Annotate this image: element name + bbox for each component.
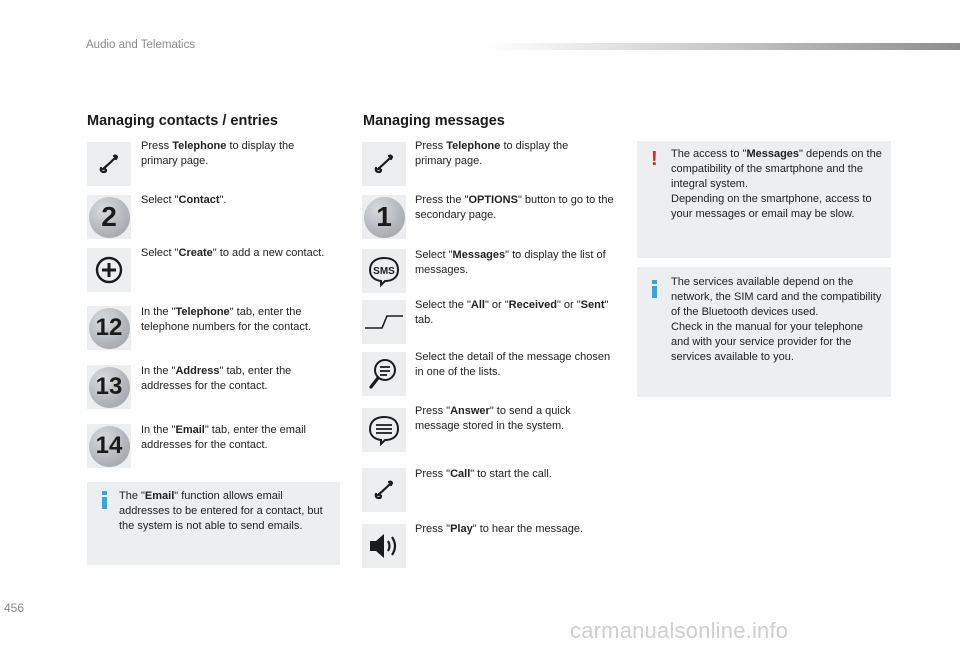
page-number: 456 xyxy=(4,601,25,615)
step-number-2: 2 xyxy=(87,195,131,239)
step-number-14: 14 xyxy=(87,424,131,468)
messages-step-7-text: Press "Call" to start the call. xyxy=(415,468,552,480)
step-number-12: 12 xyxy=(87,306,131,350)
messages-step-6-text: Press "Answer" to send a quick message stored in the system. xyxy=(415,405,571,432)
header-title: Audio and Telematics xyxy=(86,39,196,51)
contacts-step-1-text: Press Telephone to display the primary page. xyxy=(141,140,295,167)
email-note-text: The "Email" function allows email addresses to be entered for a contact, but the system is not able to send emails. xyxy=(119,490,323,532)
watermark: carmanualsonline.info xyxy=(570,618,789,643)
contacts-step-6-text: In the "Email" tab, enter the email addresses for the contact. xyxy=(141,424,306,451)
info-icon xyxy=(102,491,107,511)
info-note-text: The services available depend on the network, the SIM card and the compatibility of the Bluetooth devices used. Check in the manual for your telephone and with your service provider for the services available to you. xyxy=(671,276,882,363)
phone-handset-icon xyxy=(362,142,406,186)
messages-step-3-text: Select "Messages" to display the list of messages. xyxy=(415,249,606,276)
messages-step-4-text: Select the "All" or "Received" or "Sent" tab. xyxy=(415,299,609,326)
warning-note-text: The access to "Messages" depends on the compatibility of the smartphone and the integral system. Depending on the smartphone, access to your messages or email may be slow. xyxy=(671,148,882,220)
contacts-section-title: Managing contacts / entries xyxy=(87,113,278,129)
messages-step-2-text: Press the "OPTIONS" button to go to the secondary page. xyxy=(415,194,614,221)
message-detail-magnifier-icon xyxy=(362,352,406,396)
sms-icon xyxy=(362,249,406,293)
contacts-step-5-text: In the "Address" tab, enter the addresses for the contact. xyxy=(141,365,292,392)
answer-message-icon xyxy=(362,408,406,452)
speaker-play-icon xyxy=(362,524,406,568)
step-number-1: 1 xyxy=(362,195,406,239)
phone-handset-icon xyxy=(362,468,406,512)
phone-handset-icon xyxy=(87,142,131,186)
contacts-step-2-text: Select "Contact". xyxy=(141,194,227,206)
messages-step-5-text: Select the detail of the message chosen in one of the lists. xyxy=(415,351,611,378)
messages-step-1-text: Press Telephone to display the primary page. xyxy=(415,140,569,167)
contacts-step-4-text: In the "Telephone" tab, enter the telephone numbers for the contact. xyxy=(141,306,311,333)
messages-step-8-text: Press "Play" to hear the message. xyxy=(415,523,584,535)
header-gradient-bar xyxy=(486,43,960,50)
add-contact-plus-icon xyxy=(87,248,131,292)
messages-section-title: Managing messages xyxy=(363,113,505,129)
warning-icon: ! xyxy=(651,148,658,170)
info-icon xyxy=(652,280,657,300)
tab-selector-icon xyxy=(362,300,406,344)
contacts-step-3-text: Select "Create" to add a new contact. xyxy=(141,247,325,259)
svg-text:SMS: SMS xyxy=(373,266,395,277)
step-number-13: 13 xyxy=(87,365,131,409)
